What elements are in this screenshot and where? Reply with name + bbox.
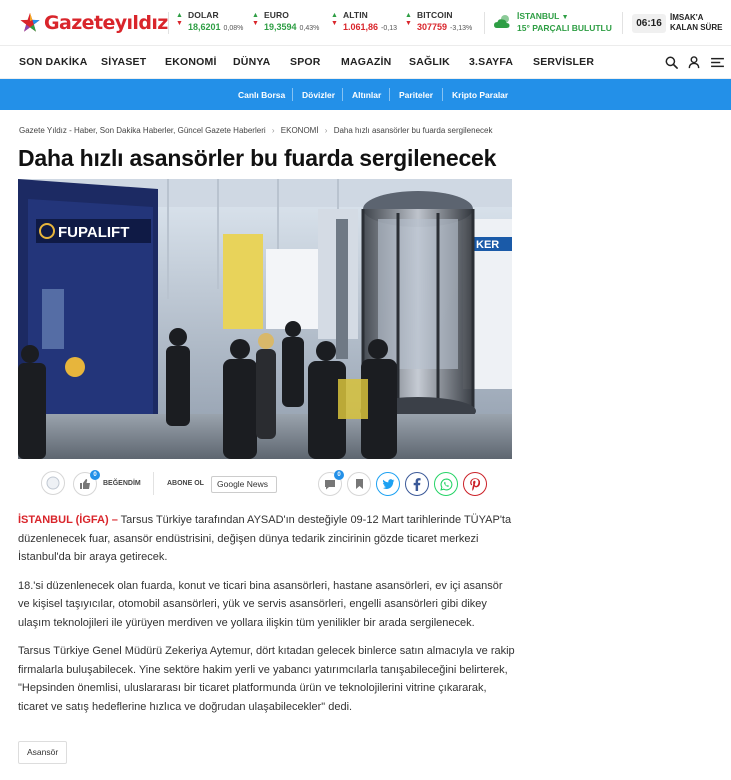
article-hero-image — [18, 179, 512, 459]
article-paragraph — [18, 511, 516, 567]
subnav-separator — [442, 88, 443, 101]
ticker-change: 0,43% — [299, 25, 320, 32]
subnav-separator — [292, 88, 293, 101]
prayer-label-line1: İMSAK'A — [670, 13, 704, 22]
ticker-dolar[interactable] — [176, 10, 246, 36]
share-pinterest-button[interactable] — [463, 472, 487, 496]
hero-sign-text: FUPALIFT — [58, 224, 130, 241]
comment-count-badge: 0 — [334, 470, 344, 480]
prayer-countdown: 06:16 — [632, 14, 666, 33]
weather-city[interactable]: İSTANBUL ▼ — [517, 11, 569, 21]
subnav-separator — [389, 88, 390, 101]
ticker-change: -3,13% — [450, 25, 473, 32]
avatar-placeholder-icon — [46, 476, 60, 490]
divider — [153, 472, 154, 495]
ticker-value: 307759 -3,13% — [417, 22, 473, 32]
subnav-kripto-paralar[interactable]: Kripto Paralar — [452, 90, 509, 100]
ticker-value: 18,6201 0,08% — [188, 22, 244, 32]
nav-item-spor[interactable]: SPOR — [290, 56, 321, 68]
ticker-name: BITCOIN — [417, 10, 453, 20]
subnav-altinlar[interactable]: Altınlar — [352, 90, 382, 100]
article-dateline: İSTANBUL (İGFA) – — [18, 514, 118, 526]
prayer-label-line2: KALAN SÜRE — [670, 23, 723, 32]
article-tag[interactable]: Asansör — [18, 741, 67, 764]
article-paragraph: Tarsus Türkiye Genel Müdürü Zekeriya Aytemur, dört kıtadan gelecek binlerce satın almacıyla ve rakip firmalarla buluşabilecek. Yine sektöre hakim yerli ve yabancı yatırımcılarla tanışabileceğini belirterek, "Hepsinden önemlisi, uluslararası bir ticaret platformunda ürün ve teknolojilerini vitrine çıkararak, ticaret ve satış hedeflerine hızlıca ve doğrudan ulaşabilecekler" dedi. — [18, 645, 515, 713]
share-facebook-button[interactable] — [405, 472, 429, 496]
article-paragraph: 18.'si düzenlenecek olan fuarda, konut ve ticari bina asansörleri, hastane asansörleri, ev içi asansör ve kişisel taşıyıcılar, otomobil asansörleri, yük ve servis asansörleri, engelli asansörleri gibi dikey ulaşım teknolojileri ile yürüyen merdiven ve yollara ilişkin tüm yenilikler bir arada sergilenecek. — [18, 579, 503, 629]
prayer-label — [670, 13, 722, 33]
facebook-icon — [413, 478, 421, 491]
nav-item-siyaset[interactable]: SİYASET — [101, 56, 147, 68]
ticker-change: -0,13 — [381, 25, 398, 32]
ticker-value: 1.061,86 -0,13 — [343, 22, 398, 32]
subnav-separator — [342, 88, 343, 101]
user-icon[interactable] — [688, 56, 700, 69]
breadcrumb-category[interactable]: EKONOMİ — [280, 126, 319, 135]
nav-item-saglik[interactable]: SAĞLIK — [409, 56, 450, 68]
top-bar — [0, 0, 731, 46]
breadcrumb-separator-icon: › — [324, 126, 328, 135]
pinterest-icon — [470, 478, 480, 491]
like-count-badge: 0 — [90, 470, 100, 480]
subscribe-label: ABONE OL — [167, 480, 204, 487]
menu-icon[interactable] — [711, 57, 724, 68]
chevron-down-icon: ▼ — [561, 14, 569, 21]
trend-arrows-icon: ▲ ▼ — [405, 12, 412, 27]
article-body — [18, 511, 516, 726]
ticker-change: 0,08% — [223, 25, 244, 32]
trend-arrows-icon: ▲ ▼ — [331, 12, 338, 27]
like-label: BEĞENDİM — [103, 480, 141, 487]
nav-item-3-sayfa[interactable]: 3.SAYFA — [469, 56, 514, 68]
breadcrumb-separator-icon: › — [271, 126, 275, 135]
share-whatsapp-button[interactable] — [434, 472, 458, 496]
divider — [622, 12, 623, 34]
main-navigation — [0, 46, 731, 79]
bookmark-button[interactable] — [347, 472, 371, 496]
nav-item-magazin[interactable]: MAGAZİN — [341, 56, 392, 68]
ticker-name: ALTIN — [343, 10, 368, 20]
ticker-name: EURO — [264, 10, 289, 20]
search-icon[interactable] — [665, 56, 678, 69]
trade-fair-photo — [18, 179, 512, 459]
market-subnav — [0, 79, 731, 110]
divider — [484, 12, 485, 34]
trend-arrows-icon: ▲ ▼ — [252, 12, 259, 27]
breadcrumb-home[interactable]: Gazete Yıldız - Haber, Son Dakika Haberler, Güncel Gazete Haberleri — [19, 126, 266, 135]
author-avatar[interactable] — [41, 471, 65, 495]
page-title: Daha hızlı asansörler bu fuarda sergilenecek — [18, 145, 497, 171]
twitter-icon — [382, 479, 395, 490]
article-action-bar — [18, 467, 512, 501]
divider — [168, 12, 169, 34]
logo-star-icon — [19, 12, 41, 34]
hero-right-sign: KER — [476, 239, 500, 251]
subnav-canli-borsa[interactable]: Canlı Borsa — [238, 90, 286, 100]
comment-icon — [324, 479, 336, 490]
share-twitter-button[interactable] — [376, 472, 400, 496]
thumbs-up-icon — [79, 478, 91, 490]
nav-item-dunya[interactable]: DÜNYA — [233, 56, 271, 68]
ticker-name: DOLAR — [188, 10, 219, 20]
ticker-euro[interactable] — [252, 10, 327, 36]
breadcrumb — [19, 126, 492, 135]
logo-text: Gazeteyıldız — [44, 12, 168, 34]
site-logo[interactable] — [19, 8, 168, 38]
cloud-sun-icon — [493, 13, 513, 31]
ticker-bitcoin[interactable] — [405, 10, 481, 36]
google-news-button[interactable]: Google News — [211, 476, 277, 493]
ticker-value: 19,3594 0,43% — [264, 22, 320, 32]
article-paragraph-text: Tarsus Türkiye tarafından AYSAD'ın desteğiyle 09-12 Mart tarihlerinde TÜYAP'ta düzenlenecek fuar, asansör endüstrisini, değişen dünya tedarik zincirinin gözde ticaret merkezi İstanbul'da bir araya getirecek. — [18, 514, 512, 563]
subnav-dovizler[interactable]: Dövizler — [302, 90, 336, 100]
subnav-pariteler[interactable]: Pariteler — [399, 90, 434, 100]
weather-description: 15° PARÇALI BULUTLU — [517, 23, 612, 33]
ticker-altin[interactable] — [331, 10, 405, 36]
nav-item-son-dakika[interactable]: SON DAKİKA — [19, 56, 88, 68]
nav-item-servisler[interactable]: SERVİSLER — [533, 56, 595, 68]
whatsapp-icon — [440, 478, 453, 491]
bookmark-icon — [355, 478, 364, 490]
nav-item-ekonomi[interactable]: EKONOMİ — [165, 56, 217, 68]
breadcrumb-current: Daha hızlı asansörler bu fuarda sergilenecek — [333, 126, 493, 135]
trend-arrows-icon: ▲ ▼ — [176, 12, 183, 27]
